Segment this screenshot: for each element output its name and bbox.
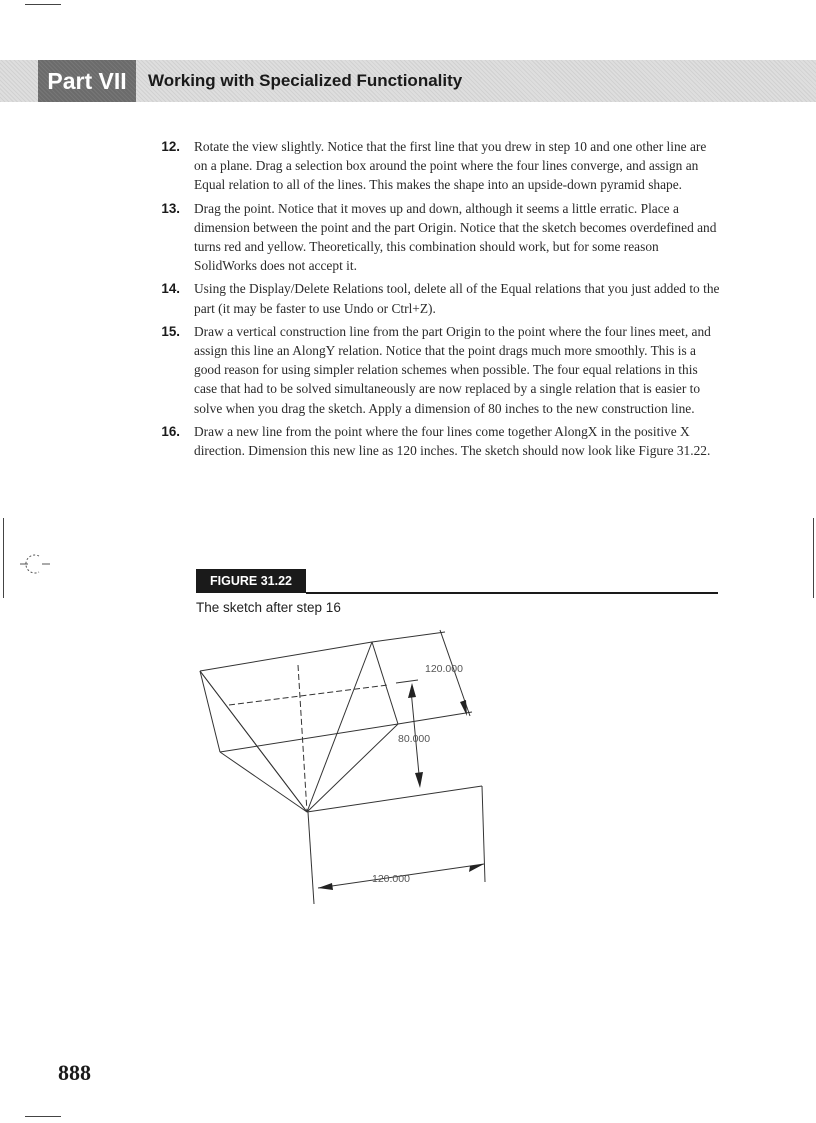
dimension-arrow (408, 683, 416, 698)
construction-line (229, 685, 388, 705)
dimension-leader (482, 786, 485, 882)
dimension-arrow (318, 883, 333, 890)
step-number: 16. (161, 423, 180, 439)
dimension-arrow (469, 864, 484, 872)
dimension-leader (372, 632, 445, 642)
sketch-line (307, 642, 372, 812)
sketch-line (200, 642, 372, 671)
step-number: 15. (161, 323, 180, 339)
step-number: 14. (161, 281, 180, 297)
dimension-bottom: 120.000 (372, 873, 410, 885)
dimension-arrow (415, 772, 423, 788)
step-text: Rotate the view slightly. Notice that the first line that you drew in step 10 and one other line are on a plane. Drag a selection box around the point where the four lines converge, and assign an Equal relation to all of the lines. This makes the shape into an upside-down pyramid shape. (194, 139, 707, 193)
chapter-title: Working with Specialized Functionality (148, 71, 463, 90)
sketch-line (220, 752, 307, 812)
part-label: Part VII (38, 60, 136, 102)
sketch-line (200, 671, 220, 752)
dimension-leader (398, 712, 472, 724)
step-number: 12. (161, 139, 180, 154)
figure-caption: The sketch after step 16 (196, 600, 341, 615)
step-text: Draw a new line from the point where the four lines come together AlongX in the positive X direction. Dimension this new line as 120 inches. The sketch should now look like Figure 31.22. (194, 423, 711, 459)
sketch-line (372, 642, 398, 724)
step-text: Using the Display/Delete Relations tool, delete all of the Equal relations that you just added to the part (it may be faster to use Undo or Ctrl+Z). (194, 281, 720, 316)
figure-label: FIGURE 31.22 (196, 569, 306, 593)
sketch-line (307, 786, 482, 812)
dimension-leader (308, 812, 314, 904)
sketch-line (200, 671, 307, 812)
step-text: Drag the point. Notice that it moves up and down, although it seems a little erratic. Place a dimension between the point and the part Origin. Notice that the sketch becomes overdefined and turns red and yellow. Theoretically, this combination should work, but for some reason SolidWorks does not accept it. (194, 200, 717, 274)
dimension-top: 120.000 (425, 663, 463, 675)
page-number: 888 (58, 1060, 91, 1085)
dimension-leader (396, 680, 418, 683)
sketch-line (220, 724, 398, 752)
sketch-line (307, 724, 398, 812)
dimension-vertical: 80.000 (398, 733, 431, 745)
step-text: Draw a vertical construction line from the part Origin to the point where the four lines meet, and assign this line an AlongY relation. Notice that the point drags much more smoothly. This is a good reason for using simpler relation schemes when possible. The four equal relations in this case that had to be solved simultaneously are now replaced by a single relation that is easier to solve when you drag the sketch. Apply a dimension of 80 inches to the new construction line. (194, 323, 711, 416)
step-number: 13. (161, 200, 180, 216)
